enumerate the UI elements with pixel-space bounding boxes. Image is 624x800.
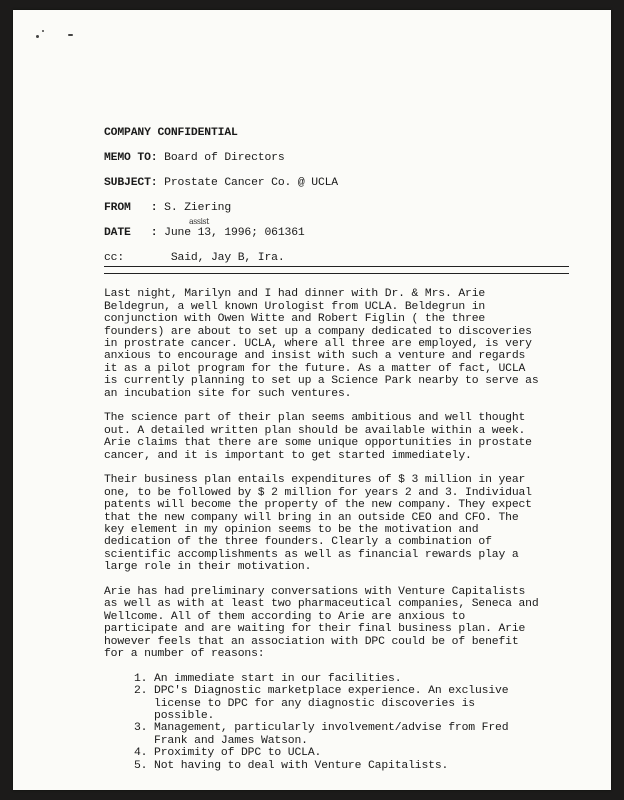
list-item: 3. Management, particularly involvement/advise from Fred Frank and James Watson. (134, 722, 509, 747)
cc-value: Said, Jay B, Ira. (170, 251, 285, 264)
from-row (104, 202, 584, 214)
list-item: 1. An immediate start in our facilities. (134, 672, 402, 685)
handwritten-annotation: assist (189, 217, 209, 226)
list-item: 2. DPC's Diagnostic marketplace experience. An exclusive license to DPC for any diagnostic discoveries is possible. (134, 685, 509, 723)
date-value: June 13, 1996; 061361 (164, 226, 305, 239)
paragraph-venture: Arie has had preliminary conversations with Venture Capitalists as well as with at least two pharmaceutical companies, Seneca and Wellcome. All of them according to Arie are anxious to participate and are waiting for their final business plan. Arie however feels that an association with DPC could be of benefit for a number of reasons: (104, 586, 539, 661)
speck (36, 35, 39, 38)
paragraph-science: The science part of their plan seems ambitious and well thought out. A detailed written plan should be available within a week. Arie claims that there are some unique opportunities in prostate cancer, and it is important to get started immediately. (104, 412, 532, 462)
subject-value: Prostate Cancer Co. @ UCLA (164, 176, 338, 189)
subject-row (104, 177, 584, 189)
from-value: S. Ziering (164, 201, 232, 214)
date-label: DATE : (104, 226, 158, 239)
confidential-heading: COMPANY CONFIDENTIAL (104, 127, 238, 139)
memo-to-row (104, 152, 584, 164)
speck (68, 34, 73, 36)
cc-row (104, 252, 584, 264)
from-label: FROM : (104, 201, 158, 214)
memo-to-value: Board of Directors (164, 152, 285, 164)
paragraph-dinner: Last night, Marilyn and I had dinner with Dr. & Mrs. Arie Beldegrun, a well known Urologist from UCLA. Beldegrun in conjunction with Owen Witte and Robert Figlin ( the three founders) are about to set up a company dedicated to discoveries in prostrate cancer. UCLA, where all three are employed, is very anxious to encourage and insist with such a venture and regards it as a pilot program for the future. As a matter of fact, UCLA is currently planning to set up a Science Park nearby to serve as an incubation site for such ventures. (104, 288, 539, 400)
list-item: 5. Not having to deal with Venture Capitalists. (134, 759, 449, 772)
paragraph-business-plan: Their business plan entails expenditures of $ 3 million in year one, to be followed by $ 2 million for years 2 and 3. Individual patents will become the property of the new company. They expect that the new company will bring in an outside CEO and CFO. The key element in my opinion seems to be the motivation and dedication of the three founders. Clearly a combination of scientific accomplishments as well as financial rewards play a large role in their motivation. (104, 474, 532, 574)
date-row (104, 227, 584, 239)
memo-to-label: MEMO TO: (104, 152, 158, 164)
reasons-list (134, 673, 584, 772)
memo-content (104, 127, 584, 772)
subject-label: SUBJECT: (104, 176, 158, 189)
speck (42, 30, 44, 32)
double-rule (104, 266, 569, 274)
list-item: 4. Proximity of DPC to UCLA. (134, 747, 322, 760)
cc-label: cc: (104, 251, 125, 264)
